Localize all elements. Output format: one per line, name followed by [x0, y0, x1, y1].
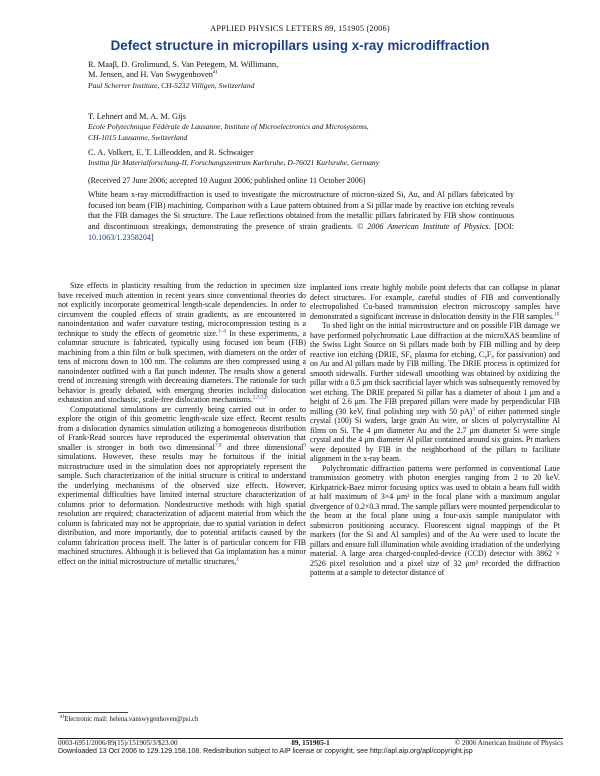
reference-link[interactable]: 2,3,5,6 — [252, 394, 268, 401]
right-column — [310, 283, 560, 578]
affiliation: Paul Scherrer Institute, CH-5232 Villigen, Switzerland — [88, 80, 255, 90]
download-notice[interactable]: Downloaded 13 Oct 2006 to 129.129.158.108. Redistribution subject to AIP license or copyright, see http://apl.aip.org/apl/copyright.jsp — [58, 748, 473, 755]
journal-header: APPLIED PHYSICS LETTERS 89, 151905 (2006) — [210, 24, 390, 33]
paragraph: implanted ions create highly mobile point defects that can collapse in planar defect structures. For example, careful studies of FIB and conventionally electropolished Cu-based transmission electron microscopy samples have demonstrated a significant increase in dislocation density in the FIB samples.$^{10}$ — [310, 283, 560, 321]
author-names: C. A. Volkert, E. T. Lilleodden, and R. Schwaiger — [88, 148, 254, 157]
doi-label: [DOI: — [494, 222, 515, 232]
footnote-text: Electronic mail: helena.vanswygenhoven@psi.ch — [64, 716, 199, 723]
received-dates: (Received 27 June 2006; accepted 10 August 2006; published online 11 October 2006) — [88, 176, 366, 185]
reference-link[interactable]: 9 — [303, 442, 306, 449]
reference-link[interactable]: 10 — [553, 310, 560, 317]
affiliation: Ecole Polytechnique Fédérale de Lausanne, Institute of Microelectronics and Microsystems, — [88, 122, 369, 132]
abstract-text: White beam x-ray microdiffraction is used to investigate the microstructure of micron-sized Si, Au, and Al pillars fabricated by focused ion beam (FIB) machining. Comparison with a Laue pattern obtained from a Si pillar made by reactive ion etching reveals that the FIB damages the Si structure. The Laue reflections obtained from the metallic pillars fabricated by FIB show continuous and discontinuous streakings, demonstrating the presence of strain gradients. — [88, 190, 514, 232]
doi-close: ] — [150, 232, 154, 242]
reference-link[interactable]: 1–4 — [217, 327, 226, 334]
footer-copyright: © 2006 American Institute of Physics — [454, 739, 563, 747]
author-names: T. Lehnert and M. A. M. Gijs — [88, 112, 187, 121]
left-column — [58, 281, 306, 566]
abstract — [88, 190, 514, 244]
footnote-mark[interactable]: a) — [213, 69, 218, 76]
author-group-1 — [88, 60, 518, 91]
affiliation-continued: CH-1015 Lausanne, Switzerland — [88, 132, 188, 142]
author-names: R. Maaβ, D. Grolimund, S. Van Petegem, M. Willimann, — [88, 60, 279, 69]
footnote-divider — [58, 712, 128, 713]
reference-link[interactable]: 3 — [472, 406, 476, 413]
paragraph: Size effects in plasticity resulting from the reduction in specimen size have received much attention in recent years since conventional theories do not explicitly incorporate geometrical length-scale dependencies. In order to circumvent the coupled effects of strain gradients, as are encountered in nanoindentation and wafer curvature testing, microcompression testing is a technique to study the effects of geometric size.$^{1-4}$ In these experiments, a columnar structure is fabricated, typically using focused ion beam (FIB) machining from a thin film or bulk specimen, with diameters on the order of tens of microns down to 100 nm. The columns are then compressed using a nanoindenter outfitted with a flat punch indenter. The results show a general trend of increasing strength with decreasing diameters. The rationale for such behavior is greatly debated, with emerging theories including dislocation exhaustion and stochastic, scale-free dislocation mechanisms.$^{2,3,5,6}$ — [58, 281, 306, 405]
doi-link[interactable]: 10.1063/1.2358204 — [88, 232, 151, 242]
footer-page-number: 89, 151905-1 — [291, 739, 330, 747]
footnote — [60, 713, 199, 723]
copyright: © 2006 American Institute of Physics. — [357, 222, 491, 232]
paragraph: To shed light on the initial microstructure and on possible FIB damage we have performed polychromatic Laue diffraction at the microXAS beamline of the Swiss Light Source on Si pillars made both by FIB milling and by deep reactive ion etching (DRIE, SF₆ plasma for etching, C₄F₈ for passivation) and on Au and Al pillars made by FIB milling. The DRIE process is optimized for smooth sidewalls. Further sidewall smoothing was obtained by oxidizing the pillar with a 0.5 μm thick sacrificial layer which was subsequently removed by wet etching. The DRIE prepared Si pillar has a diameter of about 1 μm and a height of 2.6 μm. The FIB prepared pillars were made by perpendicular FIB milling (30 keV, final polishing step with 50 pA)$^3$ of either patterned single crystal (100) Si wafers, large grain Au wire, or slices of polycrystalline Al films on Si. The 4 μm diameter Au and the 2.7 μm diameter Si were single crystal and the 4 μm diameter Al pillar contained around six grains. Pt markers were deposited by FIB in the neighborhood of the pillars to facilitate alignment in the x-ray beam. — [310, 321, 561, 464]
reference-link[interactable]: 7,8 — [214, 442, 222, 449]
author-names-continued: M. Jensen, and H. Van Swygenhoven$^{a)}$ — [88, 69, 218, 80]
footnote-mark: a) — [60, 713, 65, 720]
paragraph: Computational simulations are currently being carried out in order to explore the origin of this geometric length-scale size effect. Recent results from a dislocation dynamics simulation utilizing a homogeneous distribution of Frank-Read sources have reproduced the experimental observation that smaller is stronger in both two dimensional$^{7,8}$ and three dimensional$^9$ simulations. However, these results may be fortuitous if the initial microstructure used in the simulation does not appropriately represent the sample. Such characterization of the initial structure is critical to understand the underlying mechanisms of the observed size effects. However, experimental difficulties have limited internal structure characterization of columns prior to deformation. Nondestructive methods with high spatial resolution are required; characterization of adjacent material from which the column is fabricated may not be appropriate, due to spatial variation in defect distribution, and more importantly, due to potential artifacts caused by the column fabrication process itself. The latter is of particular concern for FIB machined structures. Although it is believed that Ga implantation has a minor effect on the initial microstructure of metallic structures,$^1$ — [58, 404, 306, 566]
paragraph: Polychromatic diffraction patterns were performed in conventional Laue transmission geometry with photon energies ranging from 2 to 20 keV. Kirkpatrick-Baez mirror focusing optics was used to obtain a beam full width at half maximum of 3×4 μm² in the focal plane with a maximum angular divergence of 0.2×0.3 mrad. The sample pillars were mounted perpendicular to the beam at the focal plane using a four-axis sample manipulator with submicron positioning accuracy. Fluorescent signal mappings of the Pt markers (for the Si and Al samples) and of the Au were used to locate the pillars and ensure full illumination while avoiding irradiation of the underlying material. A large area charged-coupled-device (CCD) detector with 3862 × 2526 pixel resolution and a pixel size of 32 μm² recorded the diffraction patterns at a sample to detector distance of — [310, 463, 560, 578]
footer-issn: 0003-6951/2006/89(15)/151905/3/$23.00 — [58, 739, 178, 747]
author-group-2 — [88, 112, 518, 143]
author-group-3 — [88, 148, 518, 169]
reference-link[interactable]: 1 — [236, 556, 239, 563]
affiliation: Institut für Materialforschung-II, Forschungszentrum Karlsruhe, D-76021 Karlsruhe, Germany — [88, 158, 380, 168]
paper-title: Defect structure in micropillars using x-ray microdiffraction — [110, 38, 490, 53]
